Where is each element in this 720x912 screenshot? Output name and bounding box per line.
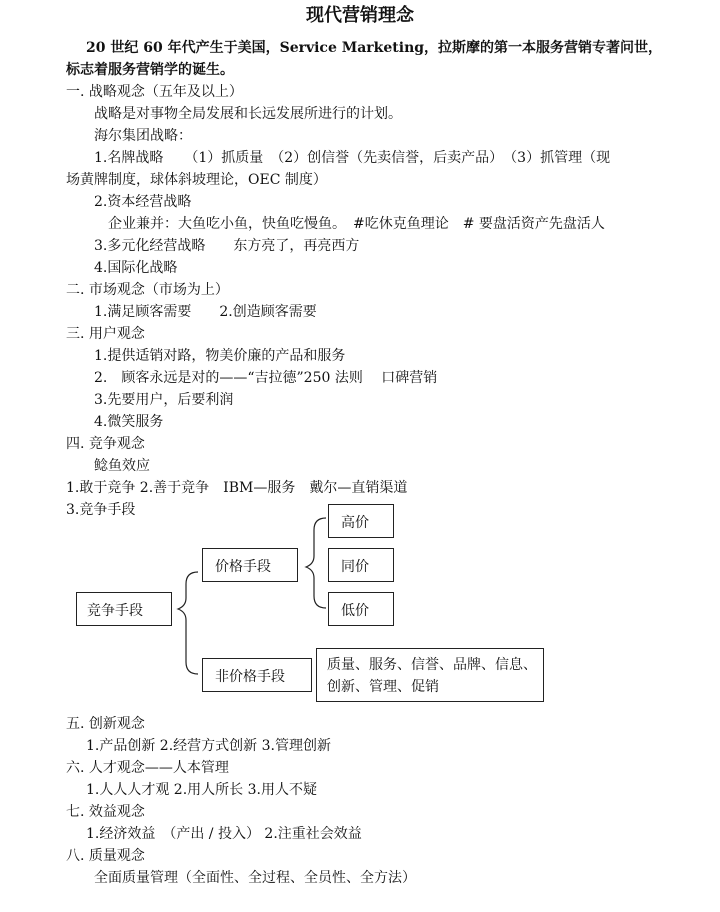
brand-strategy-continuation: 场黄牌制度，球体斜坡理论，OEC 制度）: [66, 172, 327, 188]
competition-means-label: 3.竞争手段: [66, 502, 136, 518]
price-brace: [306, 518, 326, 608]
nonprice-detail-line-1: 质量、服务、信誉、品牌、信息、: [327, 657, 537, 673]
high-price-box: [328, 504, 394, 538]
user-item-2: 2. 顾客永远是对的——“吉拉德”250 法则 口碑营销: [94, 370, 438, 386]
nonprice-means-label: 非价格手段: [215, 669, 285, 685]
same-price-box: [328, 548, 394, 582]
section-3-heading: 三. 用户观念: [66, 326, 145, 342]
innovation-items: 1.产品创新 2.经营方式创新 3.管理创新: [86, 738, 331, 754]
section-5-heading: 五. 创新观念: [66, 716, 145, 732]
merger-detail: 企业兼并：大鱼吃小鱼，快鱼吃慢鱼。 #吃休克鱼理论 # 要盘活资产先盘活人: [108, 216, 605, 232]
section-8-heading: 八. 质量观念: [66, 848, 145, 864]
intro-line-2: 标志着服务营销学的诞生。: [66, 62, 234, 78]
page-title: 现代营销理念: [306, 5, 414, 26]
competition-items: 1.敢于竞争 2.善于竞争 IBM—服务 戴尔—直销渠道: [66, 480, 408, 496]
benefit-items: 1.经济效益 （产出 / 投入） 2.注重社会效益: [86, 826, 362, 842]
section-6-heading: 六. 人才观念——人本管理: [66, 760, 229, 776]
nonprice-detail-box: [316, 648, 544, 702]
brand-strategy-line: 1.名牌战略 （1）抓质量 （2）创信誉（先卖信誉，后卖产品） （3）抓管理（现: [94, 150, 611, 166]
quality-items: 全面质量管理（全面性、全过程、全员性、全方法）: [94, 870, 416, 886]
diversification-strategy: 3.多元化经营战略 东方亮了，再亮西方: [94, 238, 360, 254]
main-brace: [178, 572, 198, 674]
talent-items: 1.人人人才观 2.用人所长 3.用人不疑: [86, 782, 317, 798]
international-strategy: 4.国际化战略: [94, 260, 178, 276]
same-price-label: 同价: [341, 559, 369, 575]
section-7-heading: 七. 效益观念: [66, 804, 145, 820]
high-price-label: 高价: [341, 515, 369, 531]
section-1-heading: 一. 战略观念（五年及以上）: [66, 84, 243, 100]
root-box-competition-means: [76, 592, 172, 626]
nonprice-means-box: [202, 658, 312, 692]
user-item-3: 3.先要用户，后要利润: [94, 392, 234, 408]
price-means-label: 价格手段: [215, 559, 271, 575]
user-item-1: 1.提供适销对路，物美价廉的产品和服务: [94, 348, 346, 364]
nonprice-detail-line-2: 创新、管理、促销: [327, 679, 439, 695]
section-4-heading: 四. 竞争观念: [66, 436, 145, 452]
price-means-box: [202, 548, 298, 582]
root-label: 竞争手段: [87, 603, 143, 619]
section-2-heading: 二. 市场观念（市场为上）: [66, 282, 229, 298]
strategy-definition: 战略是对事物全局发展和长远发展所进行的计划。: [94, 106, 402, 122]
user-item-4: 4.微笑服务: [94, 414, 164, 430]
catfish-effect: 鲶鱼效应: [94, 458, 150, 474]
intro-line-1: 20 世纪 60 年代产生于美国，Service Marketing，拉斯摩的第一本服务营销专著问世，: [86, 40, 663, 56]
market-items: 1.满足顾客需要 2.创造顾客需要: [94, 304, 317, 320]
low-price-box: [328, 592, 394, 626]
low-price-label: 低价: [341, 603, 369, 619]
haier-strategy-label: 海尔集团战略：: [94, 128, 192, 144]
capital-strategy: 2.资本经营战略: [94, 194, 192, 210]
